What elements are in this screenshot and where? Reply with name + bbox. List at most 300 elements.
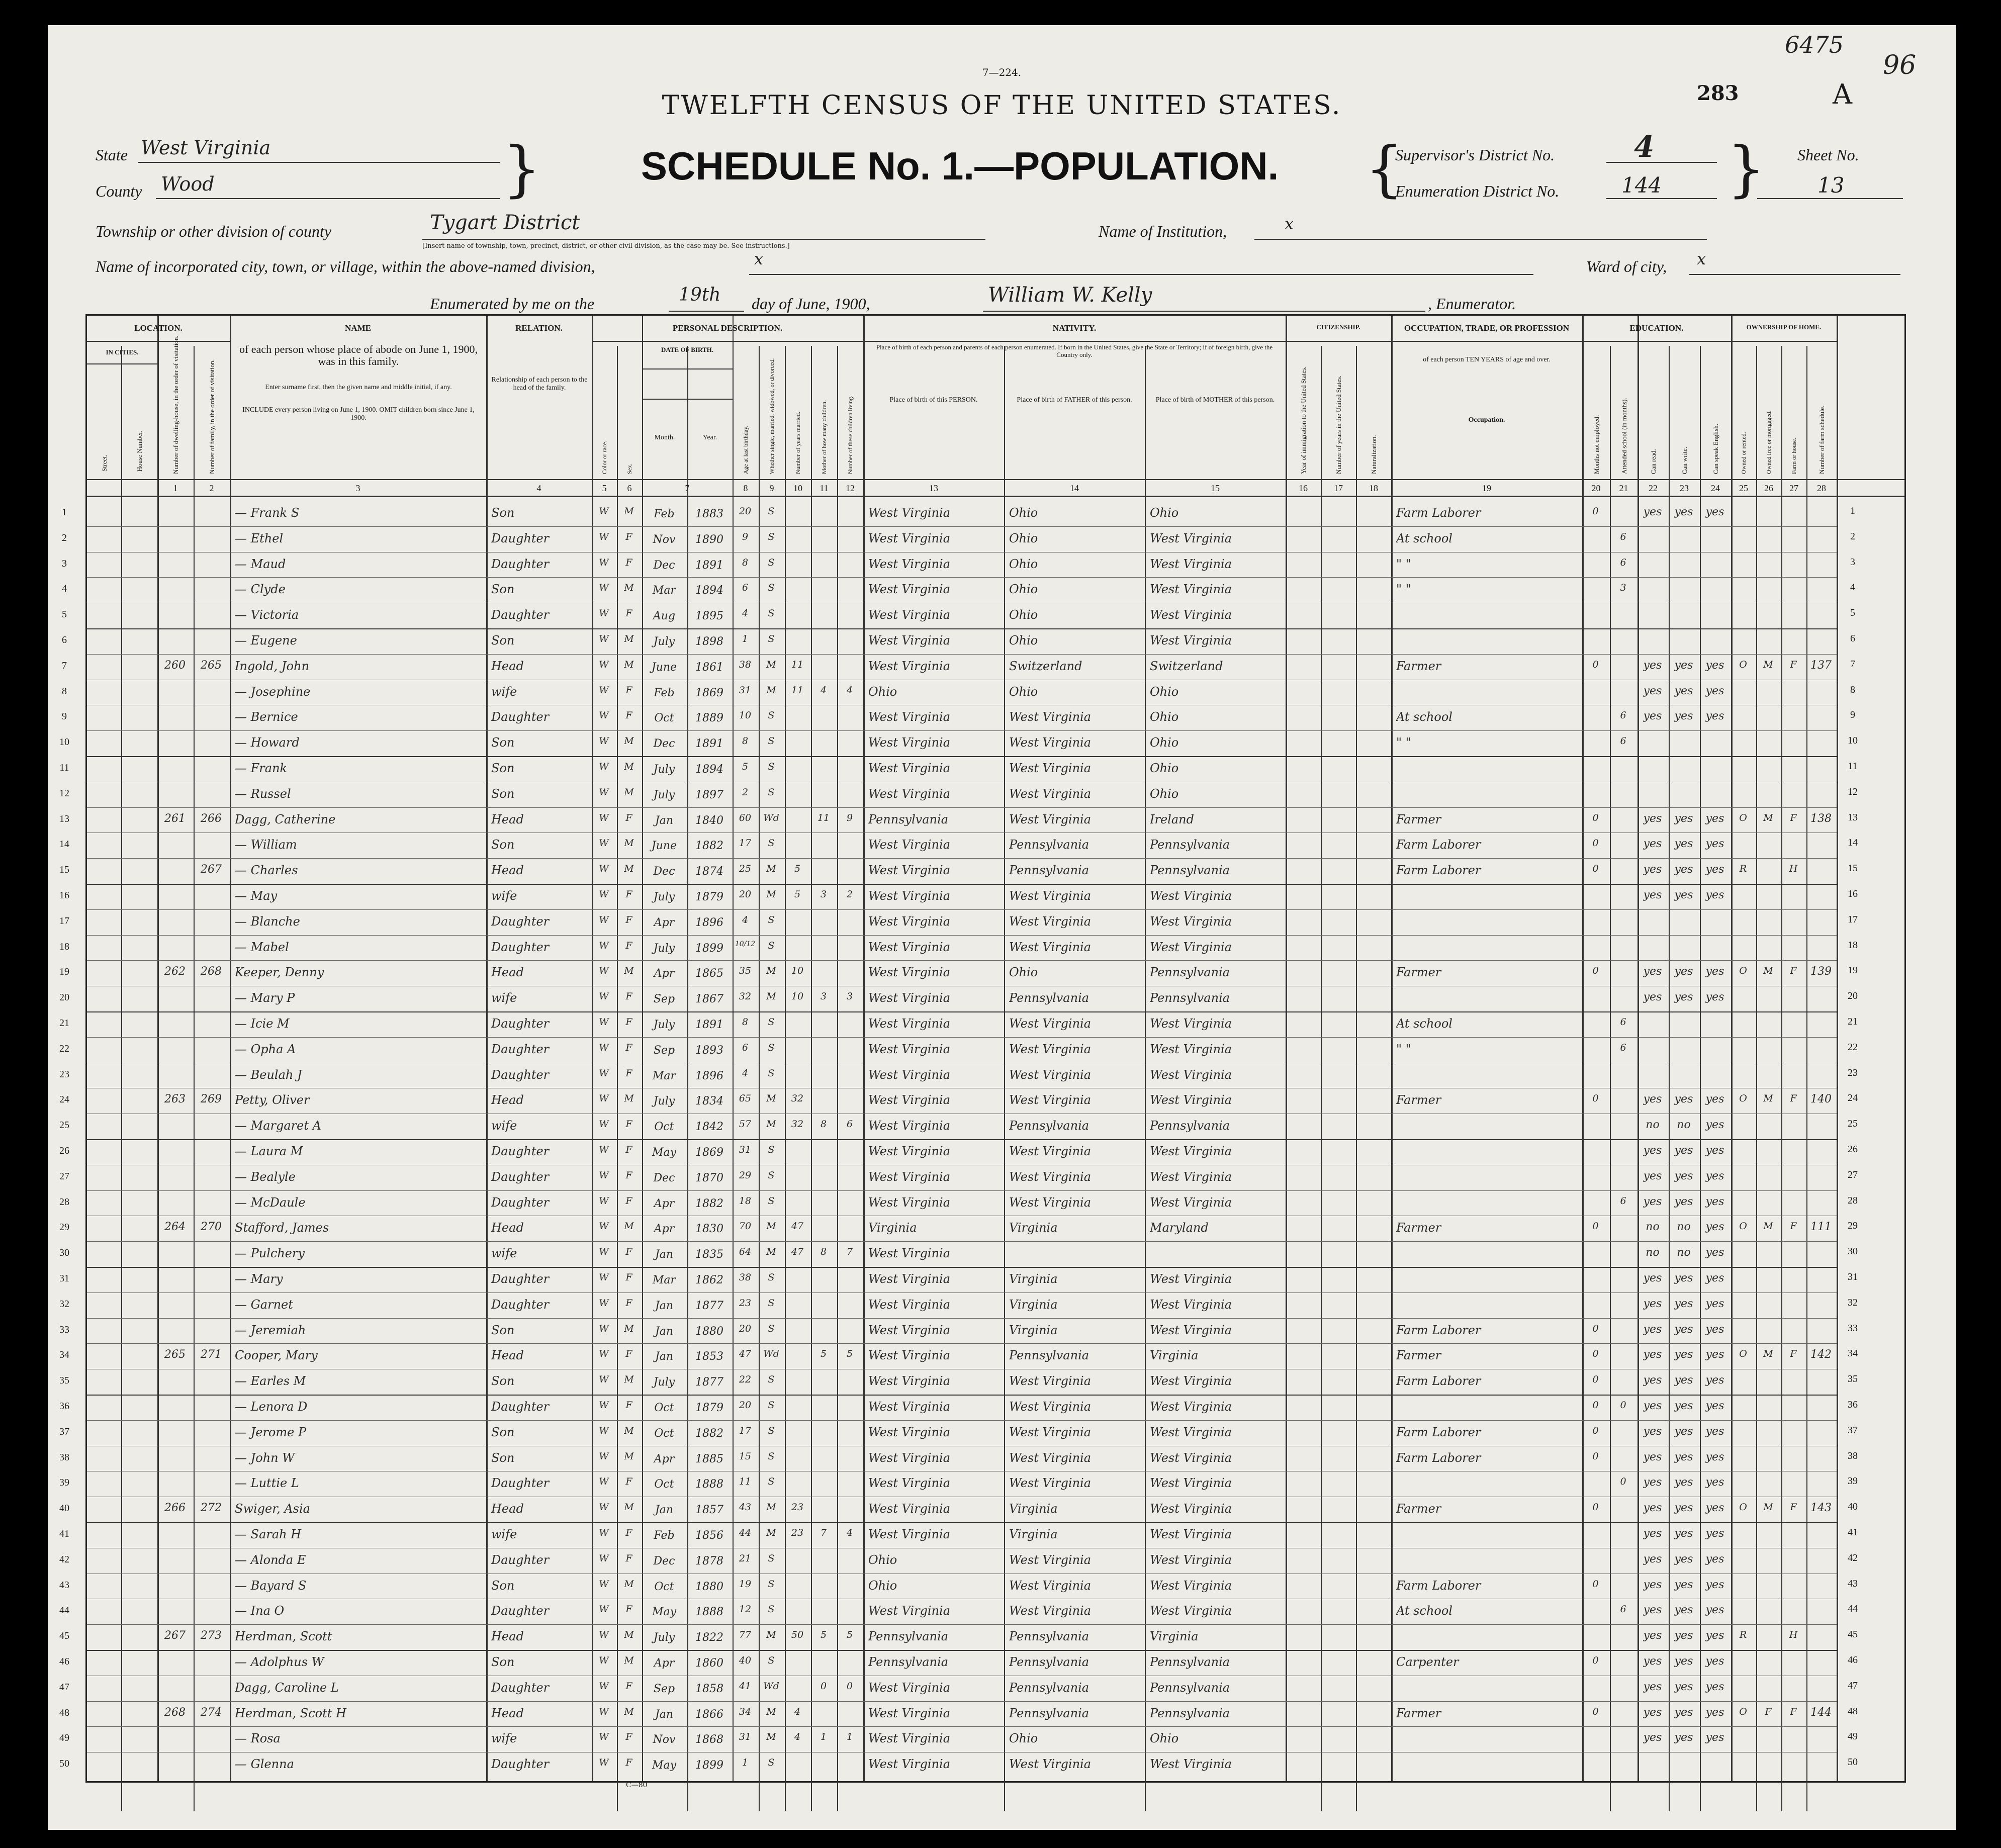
cell-wr: yes — [1674, 1297, 1693, 1310]
table-row — [87, 654, 1904, 680]
cell-pom: Pennsylvania — [1150, 965, 1230, 980]
row-number-right: 27 — [1848, 1169, 1858, 1180]
cell-mon: Jan — [655, 1325, 674, 1338]
cell-col: W — [599, 1425, 609, 1436]
cell-rd: yes — [1643, 1680, 1662, 1693]
cell-pom: Ohio — [1150, 506, 1179, 520]
rotated-header-can-write: Can write. — [1681, 446, 1688, 474]
column-number: 24 — [1711, 483, 1720, 493]
corner-number-1: 6475 — [1785, 31, 1844, 58]
cell-mne: 0 — [1592, 1323, 1599, 1334]
cell-liv: 4 — [846, 1527, 853, 1538]
cell-pof: Ohio — [1009, 684, 1038, 699]
table-row — [87, 1548, 1904, 1574]
cell-fh: H — [1789, 863, 1798, 875]
cell-age: 64 — [739, 1246, 752, 1258]
row-number-left: 12 — [59, 787, 69, 799]
cell-mar: S — [768, 1144, 775, 1155]
cell-occ: Farm Laborer — [1396, 1578, 1481, 1593]
cell-name: — Opha A — [235, 1042, 296, 1056]
row-number-right: 22 — [1848, 1041, 1858, 1053]
cell-pob: West Virginia — [868, 1680, 951, 1695]
cell-sex: F — [625, 684, 632, 696]
cell-mne: 0 — [1592, 1655, 1599, 1666]
row-number-left: 13 — [59, 813, 69, 824]
cell-yr: 1885 — [695, 1452, 723, 1465]
cell-en: yes — [1705, 1629, 1724, 1642]
cell-fam: 272 — [201, 1502, 222, 1515]
cell-wr: yes — [1674, 659, 1693, 672]
cell-wr: yes — [1674, 1604, 1693, 1617]
cell-pom: Switzerland — [1150, 659, 1223, 673]
cell-name: — Ina O — [235, 1604, 285, 1618]
cell-fam: 273 — [201, 1629, 222, 1642]
cell-rd: yes — [1643, 684, 1662, 697]
cell-mar: S — [768, 1272, 775, 1283]
cell-rel: Daughter — [491, 557, 550, 571]
cell-rd: yes — [1643, 1552, 1662, 1565]
cell-pof: West Virginia — [1009, 1476, 1092, 1491]
column-number: 9 — [769, 483, 774, 493]
cell-en: yes — [1705, 889, 1724, 901]
cell-age: 31 — [739, 684, 752, 696]
row-number-right: 50 — [1848, 1757, 1858, 1768]
cell-dw: 268 — [164, 1706, 186, 1719]
cell-name: — Charles — [235, 863, 298, 878]
cell-pof: Pennsylvania — [1009, 1655, 1089, 1669]
cell-mar: S — [768, 1169, 775, 1181]
group-rule — [1391, 341, 1582, 342]
cell-age: 6 — [742, 582, 749, 594]
cell-wr: yes — [1674, 1476, 1693, 1489]
cell-sch: 0 — [1620, 1400, 1626, 1411]
cell-occ: " " — [1396, 557, 1411, 571]
cell-fam: 267 — [201, 863, 222, 876]
cell-col: W — [599, 1450, 609, 1462]
cell-rel: Daughter — [491, 940, 550, 954]
cell-wr: yes — [1674, 1680, 1693, 1693]
cell-col: W — [599, 761, 609, 772]
cell-rel: Daughter — [491, 1757, 550, 1772]
row-number-left: 46 — [59, 1656, 69, 1667]
cell-pom: Ohio — [1150, 684, 1179, 699]
cell-name: — Jeremiah — [235, 1323, 306, 1337]
cell-sex: F — [625, 531, 632, 542]
cell-pof: Pennsylvania — [1009, 1680, 1089, 1695]
cell-pom: West Virginia — [1150, 914, 1232, 929]
cell-pom: Pennsylvania — [1150, 863, 1230, 878]
cell-col: W — [599, 633, 609, 644]
cell-ym: 10 — [791, 991, 804, 1002]
cell-age: 35 — [739, 965, 752, 977]
cell-pof: West Virginia — [1009, 1578, 1092, 1593]
cell-sex: F — [625, 1246, 632, 1258]
cell-ym: 4 — [794, 1731, 801, 1743]
row-number-right: 19 — [1848, 965, 1858, 976]
cell-en: yes — [1705, 1374, 1724, 1387]
cell-mon: Apr — [654, 1452, 675, 1465]
cell-rd: yes — [1643, 863, 1662, 876]
cell-age: 60 — [739, 812, 752, 823]
cell-age: 31 — [739, 1731, 752, 1743]
table-row — [87, 909, 1904, 935]
row-number-right: 40 — [1848, 1501, 1858, 1513]
cell-occ: At school — [1396, 1604, 1452, 1618]
cell-en: yes — [1705, 1425, 1724, 1438]
cell-en: yes — [1705, 1169, 1724, 1182]
cell-ym: 23 — [791, 1502, 804, 1513]
cell-yr: 1858 — [695, 1682, 723, 1695]
cell-pob: West Virginia — [868, 608, 951, 622]
cell-age: 20 — [739, 889, 752, 900]
cell-mon: Feb — [654, 508, 675, 520]
header-nativity: NATIVITY. — [1052, 323, 1097, 333]
enumerator-underline — [983, 311, 1425, 312]
cell-col: W — [599, 531, 609, 542]
cell-age: 15 — [739, 1450, 752, 1462]
row-number-left: 9 — [62, 711, 67, 722]
cell-liv: 4 — [846, 684, 853, 696]
table-row — [87, 1574, 1904, 1599]
cell-rel: Head — [491, 1502, 524, 1516]
cell-pof: West Virginia — [1009, 1169, 1092, 1184]
cell-mar: M — [766, 863, 776, 875]
row-number-left: 8 — [62, 685, 67, 697]
cell-mon: Jan — [655, 1299, 674, 1312]
table-row — [87, 1241, 1904, 1267]
row-number-left: 3 — [62, 558, 67, 569]
header-occupation: OCCUPATION, TRADE, OR PROFESSION — [1404, 323, 1570, 333]
cell-en: yes — [1705, 863, 1724, 876]
cell-mon: Sep — [653, 993, 675, 1006]
cell-mon: Oct — [654, 1402, 674, 1414]
cell-age: 43 — [739, 1502, 752, 1513]
cell-mar: S — [768, 1195, 775, 1207]
cell-pof: West Virginia — [1009, 1144, 1092, 1158]
supervisor-label: Supervisor's District No. — [1395, 146, 1555, 164]
column-number: 28 — [1817, 483, 1826, 493]
cell-age: 38 — [739, 1272, 752, 1283]
header-personal: PERSONAL DESCRIPTION. — [672, 323, 783, 333]
cell-wr: no — [1677, 1221, 1691, 1234]
cell-age: 57 — [739, 1119, 752, 1130]
cell-mne: 0 — [1592, 812, 1599, 823]
cell-mar: S — [768, 735, 775, 747]
cell-dw: 265 — [164, 1348, 186, 1361]
cell-yr: 1874 — [695, 865, 723, 878]
cell-rd: yes — [1643, 1655, 1662, 1668]
cell-occ: " " — [1396, 735, 1411, 750]
table-row — [87, 1522, 1904, 1548]
cell-pof: West Virginia — [1009, 1067, 1092, 1082]
cell-dw: 260 — [164, 659, 186, 672]
cell-yr: 1896 — [695, 1069, 723, 1082]
cell-yr: 1853 — [695, 1350, 723, 1363]
cell-col: W — [599, 838, 609, 849]
cell-mne: 0 — [1592, 1450, 1599, 1462]
cell-sex: F — [625, 1195, 632, 1207]
rotated-header-sex: Sex. — [626, 464, 633, 474]
cell-pof: Ohio — [1009, 557, 1038, 571]
row-number-right: 16 — [1848, 888, 1858, 899]
cell-mo: 7 — [820, 1527, 827, 1538]
cell-fam: 274 — [201, 1706, 222, 1719]
enumerated-label: Enumerated by me on the — [430, 295, 595, 313]
cell-pof: Ohio — [1009, 965, 1038, 980]
occupation-description: of each person TEN YEARS of age and over. — [1423, 356, 1551, 363]
row-number-left: 40 — [59, 1503, 69, 1514]
cell-name: — Blanche — [235, 914, 300, 929]
cell-age: 6 — [742, 1042, 749, 1053]
cell-yr: 1869 — [695, 1146, 723, 1159]
row-number-left: 16 — [59, 890, 69, 901]
column-number: 14 — [1070, 483, 1079, 493]
table-row — [87, 680, 1904, 705]
row-number-right: 24 — [1848, 1092, 1858, 1104]
row-number-right: 28 — [1848, 1194, 1858, 1206]
cell-mon: Apr — [654, 916, 675, 929]
row-number-left: 28 — [59, 1196, 69, 1208]
column-number: 25 — [1739, 483, 1748, 493]
cell-pom: West Virginia — [1150, 1169, 1232, 1184]
cell-sex: M — [624, 863, 634, 875]
township-label: Township or other division of county — [96, 222, 332, 240]
row-number-right: 13 — [1848, 811, 1858, 823]
cell-rel: Daughter — [491, 1067, 550, 1082]
row-number-left: 42 — [59, 1553, 69, 1565]
cell-pob: West Virginia — [868, 761, 951, 775]
county-value: Wood — [161, 173, 215, 195]
cell-mar: Wd — [763, 1680, 779, 1692]
cell-pob: West Virginia — [868, 1042, 951, 1056]
cell-mon: Jan — [655, 1248, 674, 1261]
cell-sex: F — [625, 1680, 632, 1692]
cell-sex: F — [625, 1527, 632, 1538]
cell-name: — Josephine — [235, 684, 311, 699]
cell-rel: Son — [491, 838, 515, 852]
cell-name: — Lenora D — [235, 1400, 308, 1414]
column-number: 10 — [793, 483, 802, 493]
cell-pob: West Virginia — [868, 1400, 951, 1414]
cell-fm: M — [1763, 1502, 1773, 1513]
cell-pof: Pennsylvania — [1009, 1348, 1089, 1363]
cell-en: yes — [1705, 965, 1724, 978]
township-value: Tygart District — [430, 211, 580, 234]
cell-ym: 11 — [791, 659, 804, 670]
table-row — [87, 986, 1904, 1011]
table-row — [87, 1216, 1904, 1241]
cell-yr: 1879 — [695, 1402, 723, 1414]
row-number-left: 27 — [59, 1170, 69, 1182]
table-row — [87, 1088, 1904, 1114]
cell-rel: Head — [491, 1221, 524, 1235]
cell-pom: West Virginia — [1150, 1476, 1232, 1491]
cell-pom: West Virginia — [1150, 1527, 1232, 1541]
cell-rel: Son — [491, 506, 515, 520]
left-brace: } — [503, 134, 541, 204]
cell-rel: Son — [491, 786, 515, 801]
cell-col: W — [599, 608, 609, 619]
cell-mon: Oct — [654, 1580, 674, 1593]
cell-occ: Farmer — [1396, 659, 1441, 673]
cell-wr: yes — [1674, 965, 1693, 978]
cell-age: 23 — [739, 1297, 752, 1309]
cell-pob: West Virginia — [868, 940, 951, 954]
cell-rd: yes — [1643, 1476, 1662, 1489]
row-number-right: 11 — [1848, 761, 1858, 772]
cell-pom: West Virginia — [1150, 1297, 1232, 1312]
rotated-header-months-not-employed: Months not employed. — [1592, 415, 1600, 474]
cell-mar: S — [768, 531, 775, 542]
cell-col: W — [599, 1757, 609, 1769]
cell-liv: 6 — [846, 1119, 853, 1130]
row-number-right: 35 — [1848, 1373, 1858, 1385]
cell-mon: Sep — [653, 1682, 675, 1695]
cell-yr: 1879 — [695, 891, 723, 903]
cell-name: — Ethel — [235, 531, 284, 545]
cell-name: — Rosa — [235, 1731, 281, 1746]
cell-rel: Son — [491, 633, 515, 648]
sheet-value: 13 — [1817, 173, 1845, 198]
cell-sex: M — [624, 633, 634, 644]
cell-wr: yes — [1674, 710, 1693, 723]
cell-mon: Dec — [653, 1554, 675, 1567]
cell-rel: wife — [491, 684, 517, 699]
cell-pof: Virginia — [1009, 1527, 1058, 1541]
cell-pof: West Virginia — [1009, 1604, 1092, 1618]
cell-sch: 6 — [1620, 1195, 1626, 1207]
cell-fh: F — [1790, 1221, 1797, 1232]
row-number-right: 18 — [1848, 939, 1858, 951]
cell-col: W — [599, 914, 609, 926]
table-row — [87, 1139, 1904, 1165]
row-number-left: 43 — [59, 1579, 69, 1591]
cell-age: 19 — [739, 1578, 752, 1590]
cell-pom: West Virginia — [1150, 1195, 1232, 1210]
cell-age: 20 — [739, 506, 752, 517]
cell-name: — Maud — [235, 557, 286, 571]
cell-name: — Bayard S — [235, 1578, 307, 1593]
cell-fh: H — [1789, 1629, 1798, 1641]
cell-pof: Pennsylvania — [1009, 1119, 1089, 1133]
footer-code: C—80 — [626, 1781, 648, 1789]
cell-col: W — [599, 557, 609, 568]
cell-yr: 1835 — [695, 1248, 723, 1261]
cell-name: — Glenna — [235, 1757, 294, 1772]
cell-col: W — [599, 1272, 609, 1283]
row-number-right: 44 — [1848, 1603, 1858, 1615]
cell-en: yes — [1705, 1552, 1724, 1565]
row-number-left: 2 — [62, 532, 67, 543]
cell-pof: West Virginia — [1009, 710, 1092, 724]
institution-value: x — [1285, 214, 1294, 233]
cell-pof: West Virginia — [1009, 1400, 1092, 1414]
cell-wr: yes — [1674, 684, 1693, 697]
row-number-left: 48 — [59, 1707, 69, 1718]
cell-yr: 1860 — [695, 1657, 723, 1670]
cell-occ: Farmer — [1396, 1502, 1441, 1516]
cell-yr: 1840 — [695, 814, 723, 827]
cell-ym: 32 — [791, 1093, 804, 1104]
cell-rel: Son — [491, 1450, 515, 1465]
row-number-right: 36 — [1848, 1399, 1858, 1410]
dob-rule-2 — [642, 399, 733, 400]
cell-mon: Dec — [653, 1171, 675, 1184]
cell-yr: 1883 — [695, 508, 723, 520]
cell-occ: Farmer — [1396, 1221, 1441, 1235]
schedule-title: SCHEDULE No. 1.—POPULATION. — [641, 144, 1279, 188]
cell-rd: yes — [1643, 1502, 1662, 1515]
cell-mne: 0 — [1592, 1502, 1599, 1513]
cell-sex: F — [625, 1552, 632, 1564]
cell-rd: yes — [1643, 1272, 1662, 1284]
table-row — [87, 858, 1904, 884]
cell-pof: Pennsylvania — [1009, 1706, 1089, 1720]
nativity-description: Place of birth of each person and parents of each person enumerated. If born in the United States, give the State or Territory; if of foreign birth, give the Country only. — [876, 343, 1273, 358]
table-row — [87, 705, 1904, 730]
cell-mon: May — [652, 1759, 677, 1772]
cell-mon: Oct — [654, 1427, 674, 1440]
cell-rd: yes — [1643, 1731, 1662, 1744]
enumerator-label: , Enumerator. — [1428, 295, 1516, 313]
cell-sex: M — [624, 735, 634, 747]
cell-mon: July — [653, 942, 675, 955]
cell-rd: yes — [1643, 965, 1662, 978]
row-number-left: 47 — [59, 1681, 69, 1693]
cell-rel: Daughter — [491, 1476, 550, 1491]
cell-mar: S — [768, 1297, 775, 1309]
row-number-right: 34 — [1848, 1348, 1858, 1359]
cell-mon: Mar — [652, 1069, 676, 1082]
column-number: 4 — [536, 483, 541, 493]
table-row — [87, 628, 1904, 654]
cell-mne: 0 — [1592, 1348, 1599, 1360]
table-row — [87, 1497, 1904, 1522]
cell-rel: Son — [491, 735, 515, 750]
cell-rd: yes — [1643, 1629, 1662, 1642]
cell-rd: yes — [1643, 1093, 1662, 1106]
cell-pof: West Virginia — [1009, 786, 1092, 801]
cell-en: yes — [1705, 1450, 1724, 1463]
cell-sex: F — [625, 608, 632, 619]
cell-rd: yes — [1643, 1578, 1662, 1591]
cell-col: W — [599, 1731, 609, 1743]
cell-rd: yes — [1643, 1604, 1662, 1617]
cell-fh: F — [1790, 1093, 1797, 1104]
cell-yr: 1877 — [695, 1376, 723, 1389]
cell-pob: West Virginia — [868, 1757, 951, 1772]
cell-rel: Daughter — [491, 1169, 550, 1184]
rotated-header-marital: Whether single, married, widowed, or divorced. — [768, 358, 775, 474]
cell-mo: 5 — [820, 1348, 827, 1360]
cell-pob: West Virginia — [868, 1246, 951, 1261]
cell-name: — Frank — [235, 761, 288, 775]
cell-rel: Head — [491, 659, 524, 673]
cell-age: 70 — [739, 1221, 752, 1232]
cell-yr: 1891 — [695, 1019, 723, 1031]
row-number-right: 1 — [1850, 505, 1855, 516]
cell-name: — Bealyle — [235, 1169, 296, 1184]
cell-en: yes — [1705, 659, 1724, 672]
cell-fm: M — [1763, 659, 1773, 670]
cell-rel: Son — [491, 1655, 515, 1669]
cell-wr: no — [1677, 1246, 1691, 1259]
cell-liv: 7 — [846, 1246, 853, 1258]
cell-pom: West Virginia — [1150, 1144, 1232, 1158]
cell-pob: West Virginia — [868, 1144, 951, 1158]
cell-col: W — [599, 1042, 609, 1053]
cell-dw: 263 — [164, 1093, 186, 1106]
